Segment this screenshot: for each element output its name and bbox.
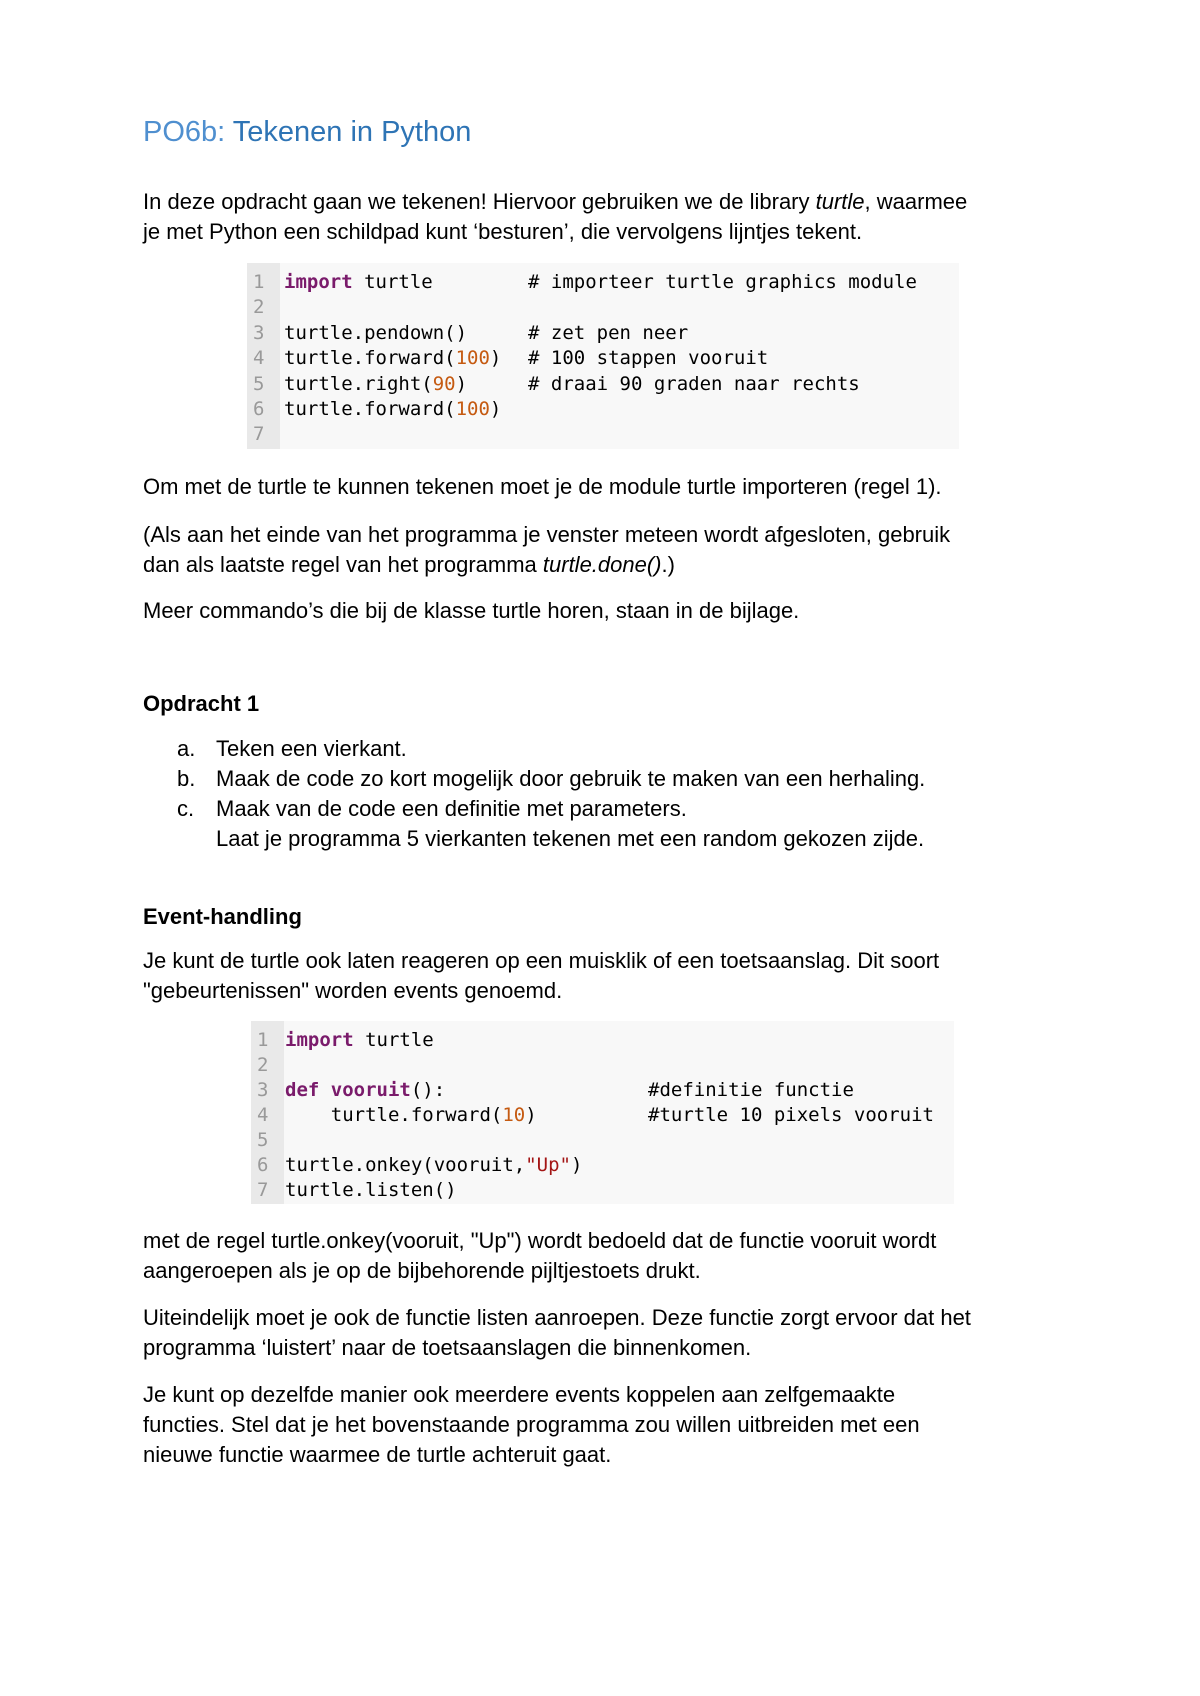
code-text: (): [410,1079,446,1101]
list-item-continuation: Laat je programma 5 vierkanten tekenen met een random gekozen zijde. [216,826,925,851]
line-number: 7 [257,1179,269,1201]
title-main: Tekenen in Python [232,116,472,148]
code-line [285,1079,445,1101]
code-text: turtle.forward( [284,398,456,420]
code-line [284,271,433,293]
code-line [285,1154,582,1176]
line-number: 2 [253,296,265,318]
code-line [285,1104,537,1126]
paragraph-done-line-1: (Als aan het einde van het programma je venster meteen wordt afgesloten, gebruik [143,522,951,547]
list-item-marker: a. [177,736,196,761]
line-number: 1 [253,271,265,293]
events-intro-line-2: "gebeurtenissen" worden events genoemd. [143,978,563,1003]
code-number: 10 [502,1104,526,1126]
line-number: 2 [257,1054,269,1076]
code-text: ) [489,398,502,420]
list-item: Teken een vierkant. [216,736,407,761]
line-number: 4 [253,347,265,369]
code-text: turtle [352,271,433,293]
line-number: 7 [253,423,265,445]
code-comment: # importeer turtle graphics module [528,271,917,293]
line-number: 4 [257,1104,269,1126]
code-text: turtle.forward( [285,1104,503,1126]
code-block-1 [247,263,959,449]
paragraph-import: Om met de turtle te kunnen tekenen moet je de module turtle importeren (regel 1). [143,474,942,499]
code-number: 100 [455,347,490,369]
code-comment: # draai 90 graden naar rechts [528,373,860,395]
code-comment: #turtle 10 pixels vooruit [648,1104,934,1126]
done-command: turtle.done() [542,552,662,577]
paragraph-more-commands: Meer commando’s die bij de klasse turtle horen, staan in de bijlage. [143,598,800,623]
paragraph-listen-line-2: programma ‘luistert’ naar de toetsaanslagen die binnenkomen. [143,1335,752,1360]
intro-line-1 [143,187,967,217]
code-line [284,398,501,420]
code-text: turtle.forward( [284,347,456,369]
code-line: turtle.listen() [285,1179,457,1201]
paragraph-onkey-line-1: met de regel turtle.onkey(vooruit, "Up") wordt bedoeld dat de functie vooruit wordt [143,1228,937,1253]
code-line: turtle.pendown() [284,322,468,344]
paragraph-more-events-line-2: functies. Stel dat je het bovenstaande programma zou willen uitbreiden met een [143,1412,920,1437]
code-number: 100 [455,398,490,420]
line-number: 1 [257,1029,269,1051]
intro-library-name: turtle [815,189,865,214]
line-number: 5 [253,373,265,395]
code-comment: #definitie functie [648,1079,854,1101]
done-text-b: .) [661,552,675,577]
title-lead: PO6b: [143,116,233,148]
paragraph-listen-line-1: Uiteindelijk moet je ook de functie listen aanroepen. Deze functie zorgt ervoor dat het [143,1305,971,1330]
code-text: turtle.onkey(vooruit, [285,1154,526,1176]
list-item: Maak de code zo kort mogelijk door gebruik te maken van een herhaling. [216,766,926,791]
code-keyword: import [285,1029,354,1051]
code-comment: # 100 stappen vooruit [528,347,769,369]
code-comment: # zet pen neer [528,322,689,344]
code-line [285,1029,434,1051]
line-number: 6 [257,1154,269,1176]
line-number: 3 [257,1079,269,1101]
line-number: 6 [253,398,265,420]
code-function-name: vooruit [319,1079,411,1101]
code-text: ) [489,347,502,369]
line-number: 5 [257,1129,269,1151]
list-item-marker: b. [177,766,196,791]
events-heading: Event-handling [143,904,302,929]
line-number: 3 [253,322,265,344]
code-line [284,347,501,369]
paragraph-done-line-2 [143,550,675,580]
code-keyword: import [284,271,353,293]
code-number: 90 [432,373,456,395]
code-line [284,373,467,395]
paragraph-more-events-line-3: nieuwe functie waarmee de turtle achteruit gaat. [143,1442,612,1467]
intro-line-2: je met Python een schildpad kunt ‘besturen’, die vervolgens lijntjes tekent. [143,219,863,244]
code-text: turtle [353,1029,434,1051]
paragraph-more-events-line-1: Je kunt op dezelfde manier ook meerdere events koppelen aan zelfgemaakte [143,1382,896,1407]
code-text: ) [455,373,468,395]
code-text: ) [525,1104,537,1126]
code-text: ) [570,1154,583,1176]
code-block-2 [251,1021,954,1204]
code-string: "Up" [525,1154,571,1176]
page-title [143,116,471,149]
list-item: Maak van de code een definitie met parameters. [216,796,687,821]
list-item-marker: c. [177,796,195,821]
intro-text-a: In deze opdracht gaan we tekenen! Hiervoor gebruiken we de library [143,189,816,214]
done-text-a: dan als laatste regel van het programma [143,552,543,577]
events-intro-line-1: Je kunt de turtle ook laten reageren op een muisklik of een toetsaanslag. Dit soort [143,948,940,973]
code-text: turtle.right( [284,373,433,395]
paragraph-onkey-line-2: aangeroepen als je op de bijbehorende pijltjestoets drukt. [143,1258,701,1283]
code-keyword: def [285,1079,320,1101]
intro-text-b: , waarmee [864,189,968,214]
assignment-heading: Opdracht 1 [143,691,260,716]
